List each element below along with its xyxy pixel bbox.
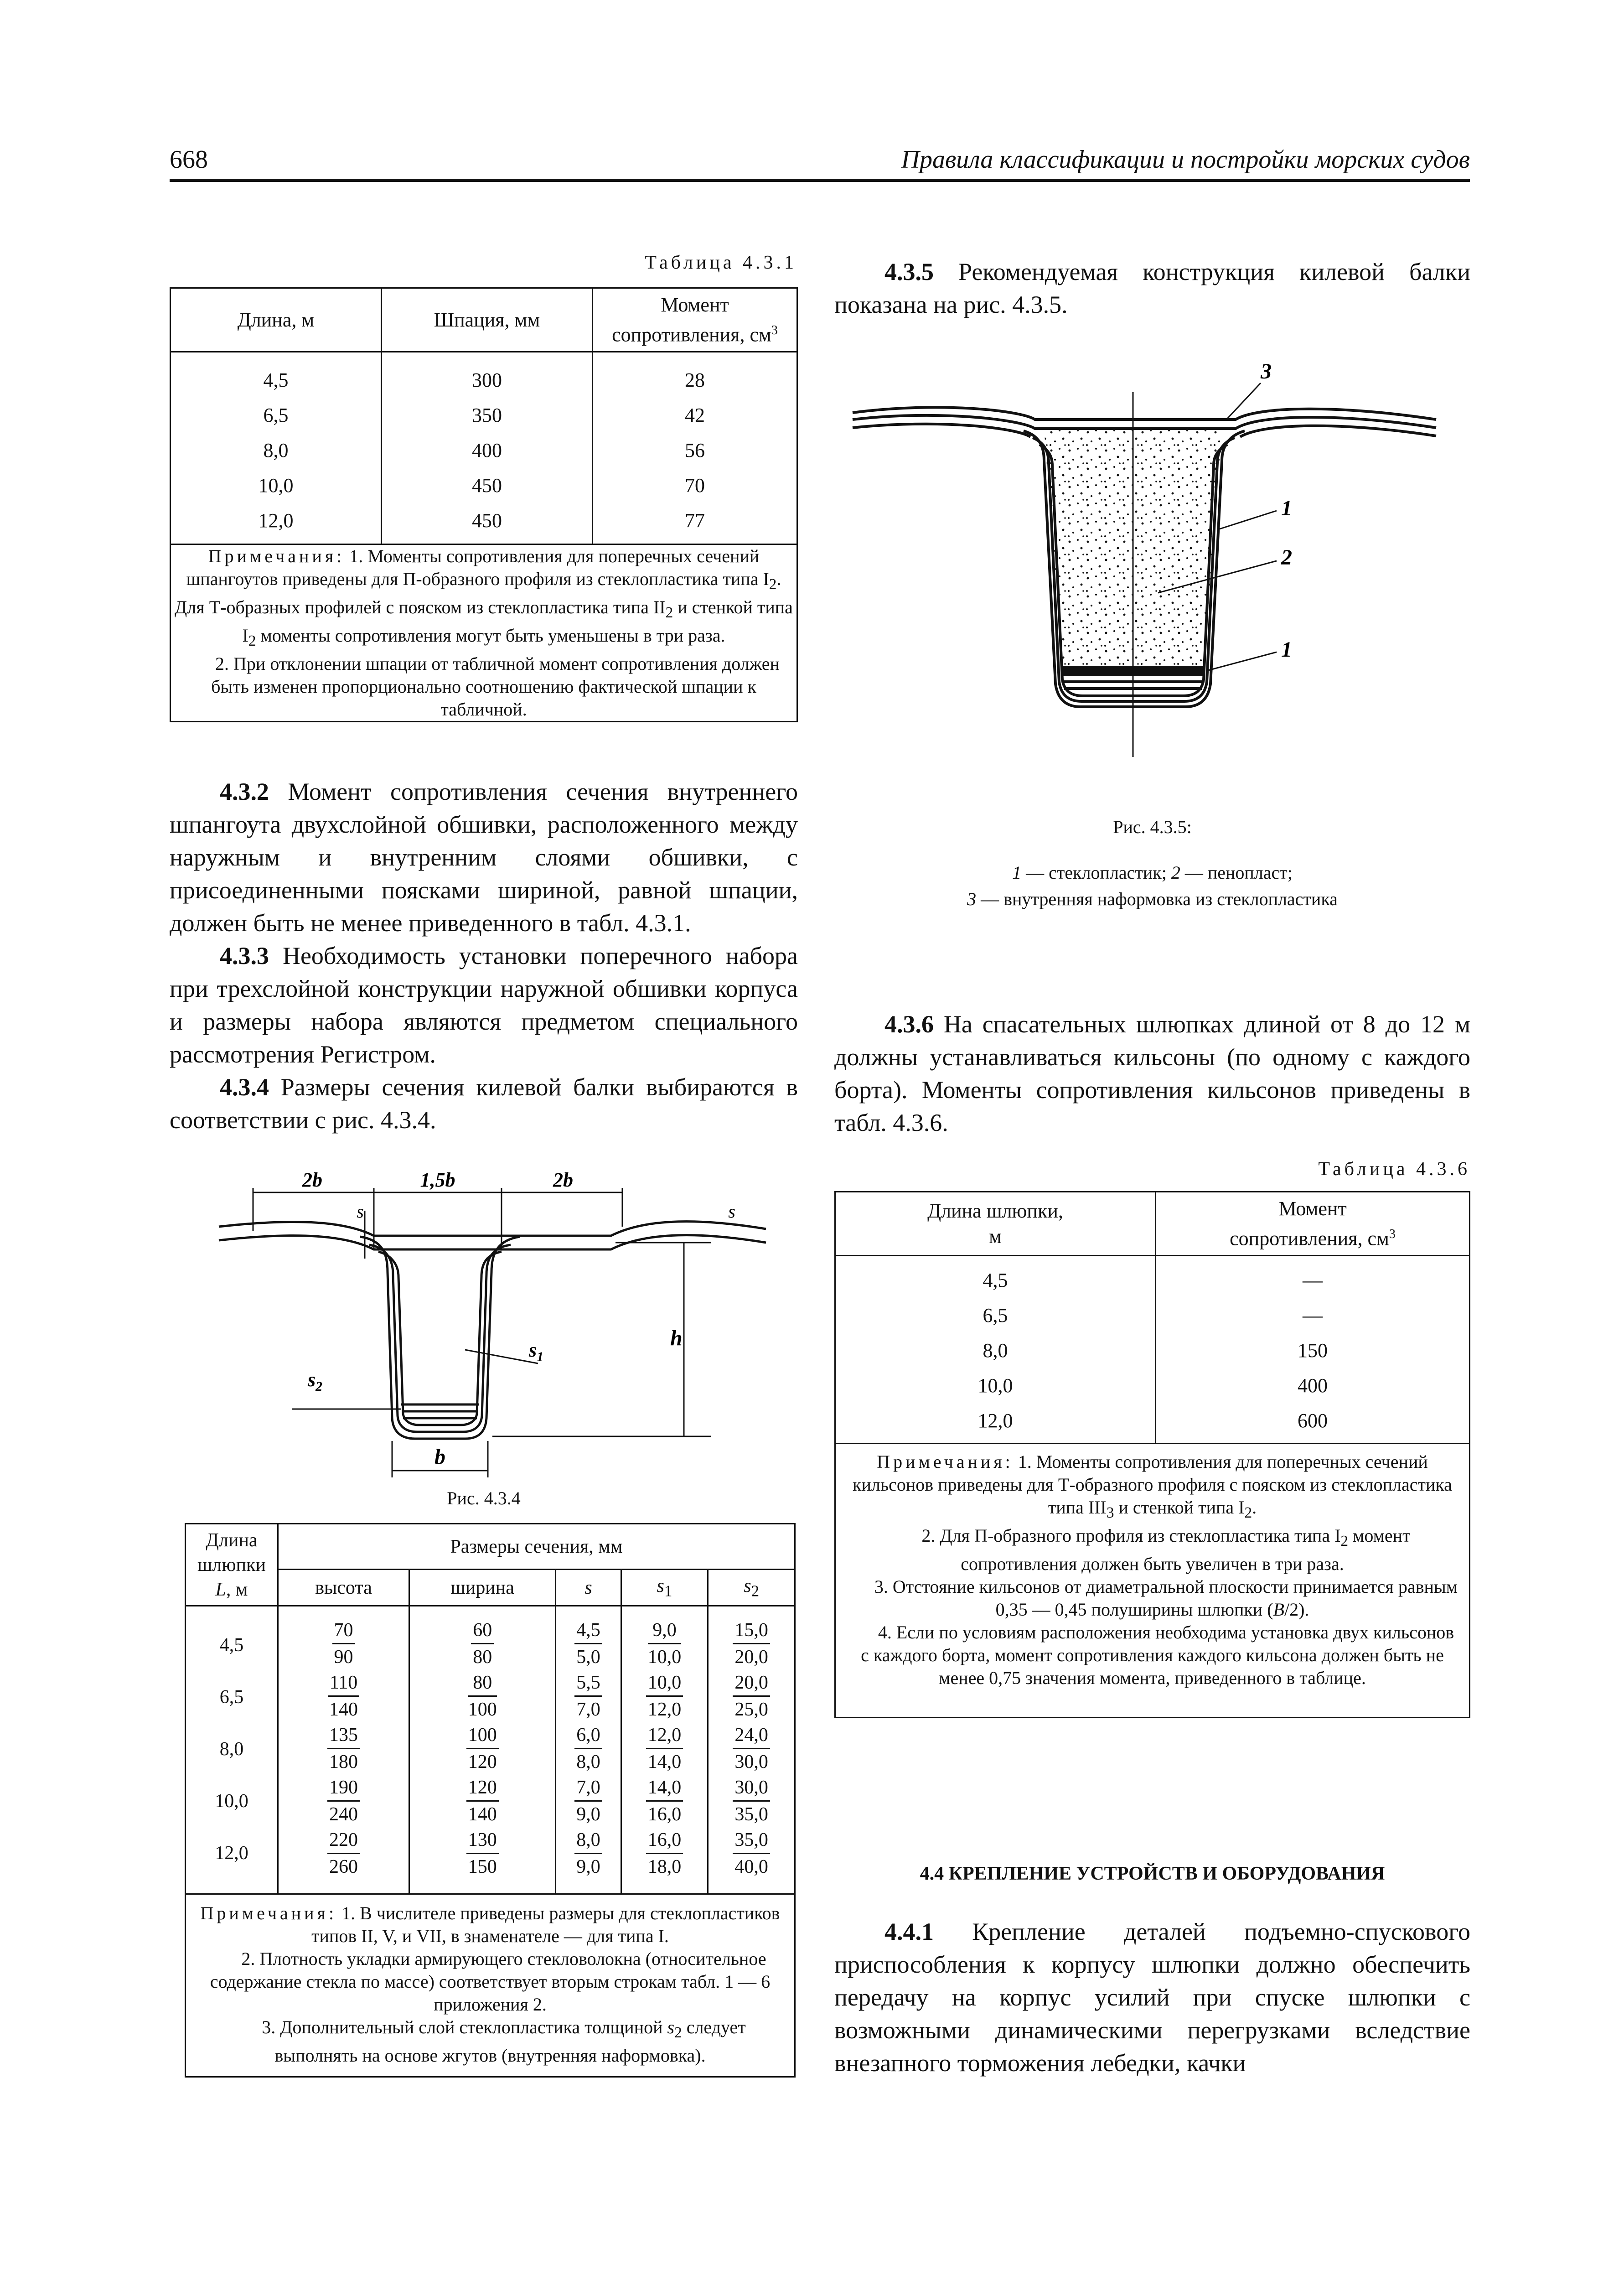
left-paragraphs — [170, 775, 798, 1136]
notes-label: Примечания: — [200, 1903, 337, 1923]
note-3: 3. Отстояние кильсонов от диаметральной плоскости принимается равным 0,35 — 0,45 полуширины шлюпки (B/2). — [874, 1576, 1458, 1620]
fraction: $\frac{20,0}{25,0}$ — [733, 1670, 770, 1722]
table-section-notes: Примечания: 1. В числителе приведены размеры для стеклопластиков типов II, V, и VII, в знаменателе — для типа I. 2. Плотность укладки армирующего стекловолокна (относительное содержание стекла по массе) соответствует вторым строкам табл. 1 — 6 приложения 2. 3. Дополнительный слой стеклопластика толщиной $s_2$ следует выполнять на основе жгутов (внутренняя наформовка). — [186, 1894, 795, 2077]
table-cell: 350 — [472, 404, 502, 426]
label-s-right: s — [728, 1201, 735, 1222]
fraction: $\frac{80}{100}$ — [468, 1670, 497, 1722]
label-1-5b: 1,5b — [420, 1169, 455, 1191]
note-3: 3. Дополнительный слой стеклопластика толщиной $s_2$ следует выполнять на основе жгутов (внутренняя наформовка). — [262, 2017, 746, 2066]
table-cell: 450 — [472, 509, 502, 532]
label-s-top: s — [357, 1201, 364, 1222]
fraction: $\frac{130}{150}$ — [466, 1827, 499, 1880]
head-s2: $s_2$ — [708, 1570, 795, 1606]
note-4: 4. Если по условиям расположения необходима установка двух кильсонов с каждого борта, момент сопротивления каждого кильсона должен быть не менее 0,75 значения момента, приведенного в таблице. — [861, 1622, 1454, 1688]
table-cell: — — [1303, 1304, 1323, 1327]
flange-layer-3-right — [1240, 426, 1436, 437]
label-b: b — [434, 1445, 445, 1469]
table-4-3-6-body — [835, 1256, 1470, 1444]
head-dimensions: Размеры сечения, мм — [278, 1524, 795, 1570]
paragraph-4-3-2: 4.3.2 Момент сопротивления сечения внутреннего шпангоута двухслойной обшивки, расположенного между наружным и внутренним слоями обшивки, с присоединенными поясками шириной, равной шпации, должен быть не менее приведенного в табл. 4.3.1. — [170, 778, 798, 937]
table-4-3-1-head-spacing: Шпация, мм — [382, 288, 593, 352]
fraction: $\frac{190}{240}$ — [327, 1775, 360, 1827]
marker-1-top: 1 — [1281, 496, 1292, 520]
paragraph-4-3-6: 4.3.6 На спасательных шлюпках длиной от 8 до 12 м должны устанавливаться кильсоны (по одному с каждого борта). Моменты сопротивления кильсонов приведены в табл. 4.3.6. — [834, 1010, 1470, 1136]
figure-4-3-5-caption: Рис. 4.3.5: — [1113, 817, 1192, 837]
table-4-3-1-notes: Примечания: 1. Моменты сопротивления для поперечных сечений шпангоутов приведены для П-образного профиля из стеклопластика типа $I_2$. Для Т-образных профилей с пояском из стеклопластика типа $II_2$ и стенкой типа $I_2$ моменты сопротивления могут быть уменьшены в три раза. 2. При отклонении шпации от табличной момент сопротивления должен быть изменен пропорционально соотношению фактической шпации к табличной. — [171, 544, 797, 722]
fraction: $\frac{16,0}{18,0}$ — [646, 1827, 683, 1880]
figure-4-3-5 — [848, 356, 1441, 775]
fraction: $\frac{100}{120}$ — [466, 1722, 499, 1775]
table-4-3-6-notes: Примечания: 1. Моменты сопротивления для поперечных сечений кильсонов приведены для Т-образного профиля с пояском из стеклопластика типа $III_3$ и стенкой типа $I_2$. 2. Для П-образного профиля из стеклопластика типа $I_2$ момент сопротивления должен быть увеличен в три раза. 3. Отстояние кильсонов от диаметральной плоскости принимается равным 0,35 — 0,45 полуширины шлюпки (B/2). 4. Если по условиям расположения необходима установка двух кильсонов с каждого борта, момент сопротивления каждого кильсона должен быть не менее 0,75 значения момента, приведенного в таблице. — [835, 1444, 1470, 1718]
fraction: $\frac{120}{140}$ — [466, 1775, 499, 1827]
table-cell: 400 — [1298, 1374, 1328, 1397]
table-cell: 77 — [685, 509, 705, 532]
table-section-dimensions — [185, 1523, 796, 2078]
fraction: $\frac{9,0}{10,0}$ — [648, 1617, 682, 1670]
table-4-3-6-head-length: Длина шлюпки, м — [835, 1192, 1156, 1256]
table-row: 6,5 — [263, 404, 289, 426]
label-2b-right: 2b — [553, 1169, 573, 1191]
table-row: 6,5 — [219, 1687, 244, 1708]
table-row: 8,0 — [219, 1739, 244, 1760]
fraction: $\frac{5,5}{7,0}$ — [574, 1670, 602, 1722]
section-heading-4-4: 4.4 КРЕПЛЕНИЕ УСТРОЙСТВ И ОБОРУДОВАНИЯ — [920, 1863, 1385, 1884]
header-rule — [170, 179, 1470, 182]
table-cell: 28 — [685, 369, 705, 391]
table-cell: 300 — [472, 369, 502, 391]
table-4-3-6-caption: Таблица 4.3.6 — [1318, 1159, 1470, 1180]
table-row: 4,5 — [983, 1269, 1008, 1291]
page-number: 668 — [170, 145, 208, 174]
paragraph-4-3-4: 4.3.4 Размеры сечения килевой балки выбираются в соответствии с рис. 4.3.4. — [170, 1073, 798, 1134]
table-4-3-1-body — [171, 352, 797, 544]
table-section-body — [186, 1606, 795, 1894]
running-title: Правила классификации и постройки морских судов — [901, 145, 1470, 174]
paragraph-4-3-3: 4.3.3 Необходимость установки поперечного набора при трехслойной конструкции наружной обшивки корпуса и размеры набора являются предметом специального рассмотрения Регистром. — [170, 942, 798, 1068]
label-2b-left: 2b — [302, 1169, 322, 1191]
fraction: $\frac{6,0}{8,0}$ — [574, 1722, 602, 1775]
table-4-3-1 — [170, 287, 798, 722]
figure-4-3-5-legend: 1 — стеклопластик; 2 — пенопласт; 3 — внутренняя наформовка из стеклопластика — [967, 862, 1338, 909]
table-4-3-6-head-moment: Момент сопротивления, $см^3$ — [1156, 1192, 1470, 1256]
fraction: $\frac{135}{180}$ — [327, 1722, 360, 1775]
leader-1-bottom — [1208, 652, 1277, 670]
table-cell: 400 — [472, 439, 502, 461]
notes-label: Примечания: — [877, 1451, 1014, 1472]
table-row: 10,0 — [258, 474, 294, 497]
table-cell: 42 — [685, 404, 705, 426]
table-row: 4,5 — [263, 369, 289, 391]
note-2: 2. Для П-образного профиля из стеклопластика типа $I_2$ момент сопротивления должен быть увеличен в три раза. — [921, 1525, 1411, 1574]
note-2: 2. При отклонении шпации от табличной момент сопротивления должен быть изменен пропорционально соотношению фактической шпации к табличной. — [211, 653, 780, 720]
table-cell: 600 — [1298, 1409, 1328, 1432]
table-cell: — — [1303, 1269, 1323, 1291]
head-s1: $s_1$ — [621, 1570, 708, 1606]
notes-label: Примечания: — [208, 546, 345, 566]
head-s: s — [556, 1570, 621, 1606]
label-s1: $s_1$ — [529, 1339, 544, 1364]
table-4-3-6 — [834, 1191, 1470, 1718]
marker-1-bottom: 1 — [1281, 637, 1292, 662]
figure-4-3-4 — [210, 1167, 775, 1482]
paragraph-4-3-5: 4.3.5 Рекомендуемая конструкция килевой балки показана на рис. 4.3.5. — [834, 258, 1470, 318]
fraction: $\frac{35,0}{40,0}$ — [733, 1827, 770, 1880]
table-4-3-1-head-moment: Момент сопротивления, $см^3$ — [593, 288, 797, 352]
table-row: 10,0 — [215, 1791, 248, 1812]
label-h: h — [670, 1326, 683, 1350]
table-row: 4,5 — [219, 1635, 244, 1656]
table-cell: 56 — [685, 439, 705, 461]
fraction: $\frac{60}{80}$ — [471, 1617, 494, 1670]
figure-4-3-4-caption: Рис. 4.3.4 — [447, 1488, 521, 1508]
fraction: $\frac{8,0}{9,0}$ — [574, 1827, 602, 1880]
table-row: 12,0 — [978, 1409, 1013, 1432]
flange-layer-3-left — [853, 424, 1030, 437]
table-row: 12,0 — [215, 1843, 248, 1864]
fraction: $\frac{110}{140}$ — [328, 1670, 359, 1722]
marker-3: 3 — [1261, 359, 1272, 383]
table-cell: 150 — [1298, 1339, 1328, 1362]
fraction: $\frac{24,0}{30,0}$ — [733, 1722, 770, 1775]
head-boat-length: Длина шлюпки L, м — [186, 1524, 278, 1606]
table-row: 10,0 — [978, 1374, 1013, 1397]
head-width: ширина — [409, 1570, 556, 1606]
table-row: 12,0 — [258, 509, 294, 532]
table-4-3-1-head-length: Длина, м — [171, 288, 382, 352]
flange-top — [219, 1222, 766, 1236]
fraction: $\frac{220}{260}$ — [327, 1827, 360, 1880]
fraction: $\frac{10,0}{12,0}$ — [646, 1670, 683, 1722]
label-s2: $s_2$ — [308, 1368, 323, 1394]
table-cell: 450 — [472, 474, 502, 497]
fraction: $\frac{12,0}{14,0}$ — [646, 1722, 683, 1775]
fraction: $\frac{14,0}{16,0}$ — [646, 1775, 683, 1827]
marker-2: 2 — [1281, 545, 1292, 570]
table-4-3-1-caption: Таблица 4.3.1 — [645, 252, 797, 273]
fraction: $\frac{70}{90}$ — [332, 1617, 355, 1670]
table-row: 8,0 — [263, 439, 289, 461]
paragraph-4-4-1: 4.4.1 Крепление деталей подъемно-спускового приспособления к корпусу шлюпки должно обеспечить передачу на корпус усилий при спуске шлюпки с возможными динамическими перегрузками вследствие внезапного торможения лебедки, качки — [834, 1918, 1470, 2077]
leader-1-top — [1220, 511, 1277, 529]
bottom-reinforcement — [401, 1404, 479, 1418]
table-cell: 70 — [685, 474, 705, 497]
fraction: $\frac{30,0}{35,0}$ — [733, 1775, 770, 1827]
head-height: высота — [278, 1570, 409, 1606]
note-2: 2. Плотность укладки армирующего стекловолокна (относительное содержание стекла по массе) соответствует вторым строкам табл. 1 — 6 приложения 2. — [210, 1948, 771, 2015]
fraction: $\frac{4,5}{5,0}$ — [574, 1617, 602, 1670]
fraction: $\frac{7,0}{9,0}$ — [574, 1775, 602, 1827]
table-row: 6,5 — [983, 1304, 1008, 1327]
fraction: $\frac{15,0}{20,0}$ — [733, 1617, 770, 1670]
table-row: 8,0 — [983, 1339, 1008, 1362]
